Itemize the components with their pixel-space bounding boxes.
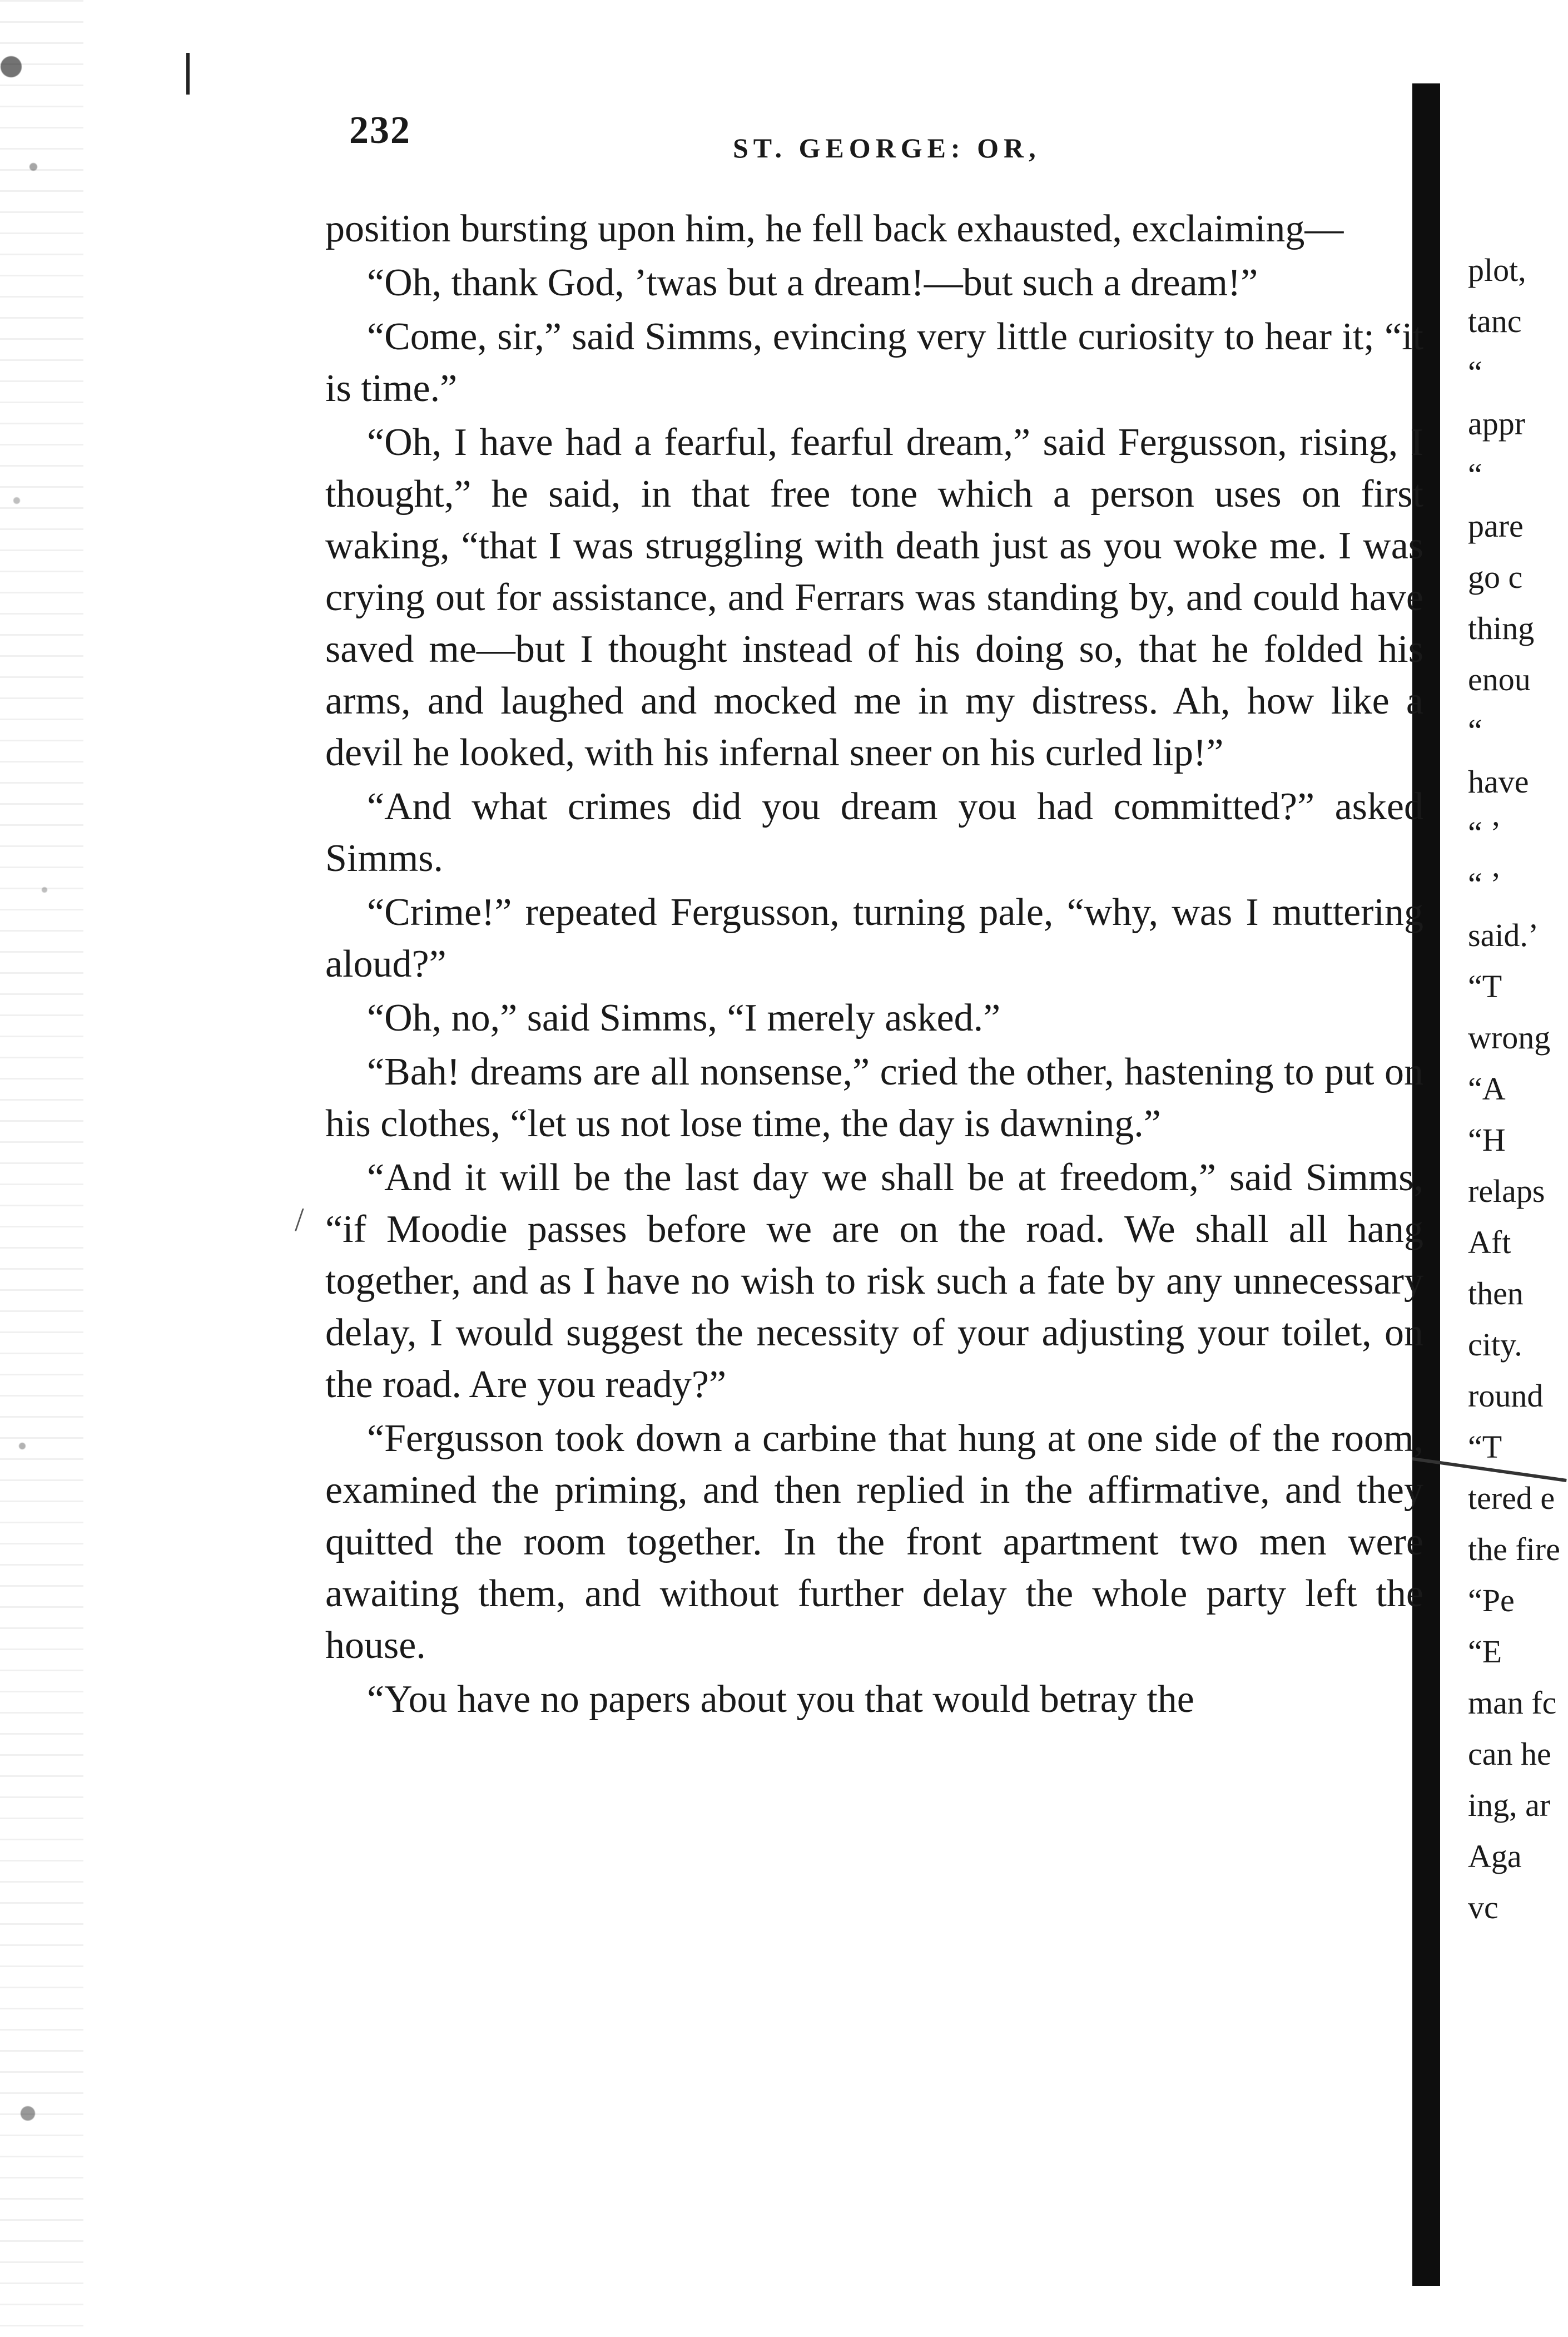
facing-page-line: the fire — [1468, 1531, 1560, 1567]
paragraph: “Come, sir,” said Simms, evincing very little curiosity to hear it; “it is time.” — [325, 315, 1423, 410]
facing-page-line: “ — [1468, 712, 1482, 749]
facing-page-line: round — [1468, 1378, 1544, 1414]
paragraph: “And it will be the last day we shall be at freedom,” said Simms, “if Moodie passes before we are on the road. We shall all hang together, and as I have no wish to risk such a fate by any unnecessary delay, I would suggest the necessity of your adjusting your toilet, on the road. Are you ready?” — [325, 1156, 1423, 1406]
running-title: ST. GEORGE: OR, — [733, 132, 1041, 164]
facing-page-line: appr — [1468, 405, 1526, 442]
facing-page-line: Aft — [1468, 1224, 1511, 1260]
facing-page-line: “E — [1468, 1633, 1502, 1670]
facing-page-line: pare — [1468, 508, 1524, 544]
facing-page-line: vc — [1468, 1889, 1498, 1925]
paragraph: “Oh, thank God, ’twas but a dream!—but such a dream!” — [367, 261, 1258, 304]
page-body — [325, 203, 1423, 1727]
facing-page-line: “Pe — [1468, 1582, 1515, 1618]
paragraph: “Oh, no,” said Simms, “I merely asked.” — [367, 997, 1001, 1039]
paragraph: “Oh, I have had a fearful, fearful dream,” said Fergusson, rising, I thought,” he said, in that free tone which a person uses on first waking, “that I was struggling with death just as you woke me. I was crying out for assistance, and Ferrars was standing by, and could have saved me—but I thought instead of his doing so, that he folded his arms, and laughed and mocked me in my distress. Ah, how like a devil he looked, with his infernal sneer on his curled lip!” — [325, 421, 1423, 774]
scan-mark — [186, 53, 190, 95]
facing-page-line: city. — [1468, 1326, 1522, 1363]
paragraph: “Bah! dreams are all nonsense,” cried the other, hastening to put on his clothes, “let us not lose time, the day is dawning.” — [325, 1051, 1423, 1145]
facing-page-line: “T — [1468, 1429, 1502, 1465]
facing-page-line: thing — [1468, 610, 1535, 646]
facing-page-line: “A — [1468, 1071, 1506, 1107]
facing-page-line: “ — [1468, 354, 1482, 390]
facing-page-line: relaps — [1468, 1173, 1545, 1209]
facing-page-fragment — [1468, 245, 1568, 1933]
facing-page-line: man fc — [1468, 1685, 1557, 1721]
pencil-annotation-mark: / — [295, 1201, 304, 1238]
facing-page-line: “H — [1468, 1122, 1506, 1158]
facing-page-line: can he — [1468, 1736, 1551, 1772]
paragraph: “You have no papers about you that would betray the — [367, 1678, 1194, 1721]
facing-page-line: “ ’ — [1468, 866, 1501, 902]
facing-page-line: “ ’ — [1468, 815, 1501, 851]
facing-page-line: have — [1468, 764, 1529, 800]
page-header — [349, 108, 1428, 170]
facing-page-line: go c — [1468, 559, 1523, 595]
facing-page-line: ing, ar — [1468, 1787, 1551, 1823]
facing-page-line: “T — [1468, 968, 1502, 1004]
facing-page-line: Aga — [1468, 1838, 1522, 1874]
facing-page-line: tered e — [1468, 1480, 1555, 1516]
scan-edge-noise — [0, 0, 83, 2337]
page-number: 232 — [349, 109, 411, 152]
facing-page-line: wrong — [1468, 1019, 1551, 1056]
facing-page-line: said.’ — [1468, 917, 1539, 953]
facing-page-line: plot, — [1468, 252, 1526, 288]
paragraph: “Fergusson took down a carbine that hung at one side of the room, examined the priming, and then replied in the affirmative, and they quitted the room together. In the front apartment two men were awaiting them, and without further delay the whole party left the house. — [325, 1417, 1423, 1667]
facing-page-line: “ — [1468, 457, 1482, 493]
facing-page-line: then — [1468, 1275, 1524, 1311]
paragraph: position bursting upon him, he fell back exhausted, exclaiming— — [325, 207, 1344, 250]
facing-page-line: enou — [1468, 661, 1531, 697]
paragraph: “Crime!” repeated Fergusson, turning pale, “why, was I muttering aloud?” — [325, 891, 1423, 986]
facing-page-line: tanc — [1468, 303, 1522, 339]
paragraph: “And what crimes did you dream you had committed?” asked Simms. — [325, 785, 1423, 880]
